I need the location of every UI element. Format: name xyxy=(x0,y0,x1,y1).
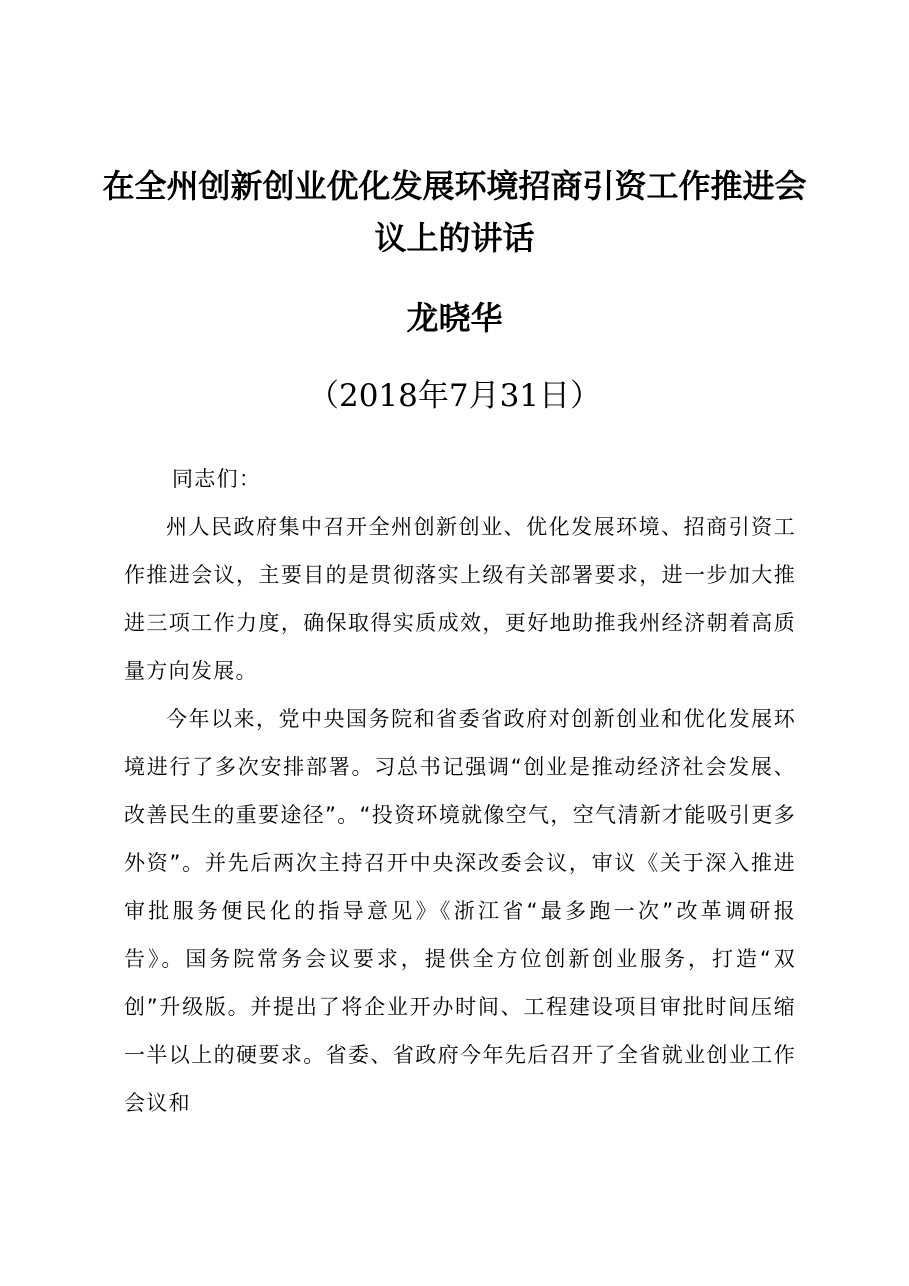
document-title: 在全州创新创业优化发展环境招商引资工作推进会议上的讲话 xyxy=(102,167,807,257)
document-author: 龙晓华 xyxy=(406,299,503,337)
paragraph-1: 州人民政府集中召开全州创新创业、优化发展环境、招商引资工作推进会议，主要目的是贯彻落实上级有关部署要求，进一步加大推进三项工作力度，确保取得实质成效，更好地助推我州经济朝着高质量方向发展。 xyxy=(124,515,796,683)
document-body xyxy=(124,455,796,1127)
salutation: 同志们： xyxy=(172,467,262,491)
document-date: （2018年7月31日） xyxy=(307,378,602,414)
paragraph-2: 今年以来，党中央国务院和省委省政府对创新创业和优化发展环境进行了多次安排部署。习总书记强调“创业是推动经济社会发展、改善民生的重要途径”。“投资环境就像空气，空气清新才能吸引更多外资”。并先后两次主持召开中央深改委会议，审议《关于深入推进审批服务便民化的指导意见》《浙江省“最多跑一次”改革调研报告》。国务院常务会议要求，提供全方位创新创业服务，打造“双创”升级版。并提出了将企业开办时间、工程建设项目审批时间压缩一半以上的硬要求。省委、省政府今年先后召开了全省就业创业工作会议和 xyxy=(124,707,796,1115)
